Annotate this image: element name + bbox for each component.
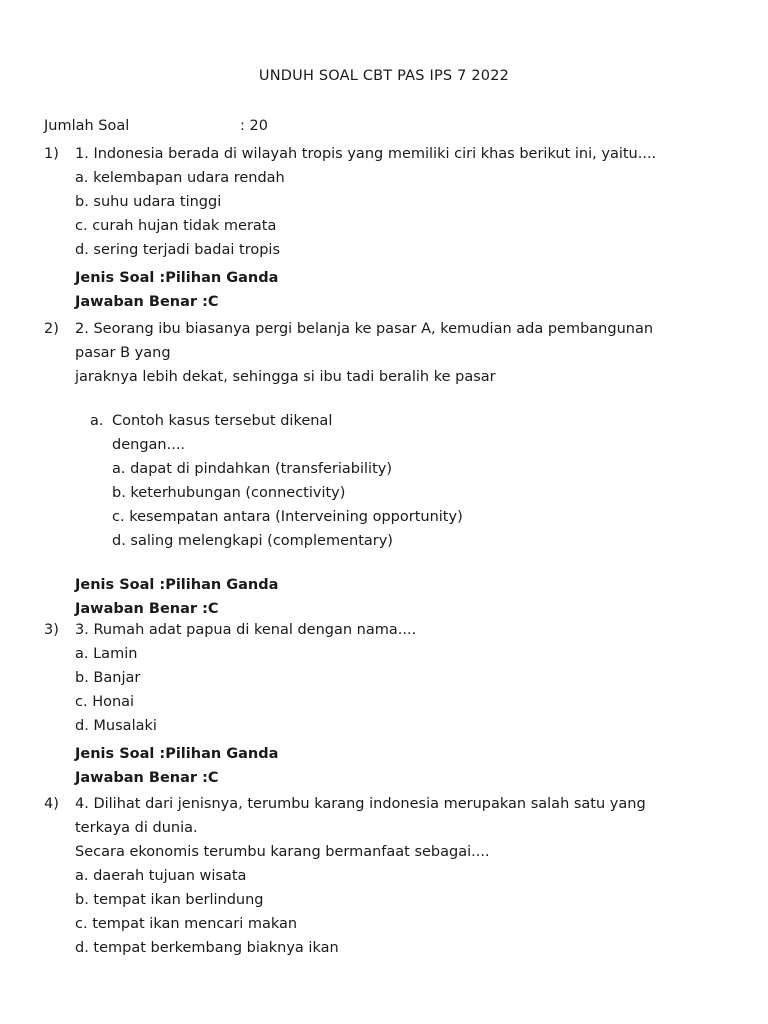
- question-number: 3): [44, 622, 59, 638]
- question-4: [44, 792, 724, 960]
- option-b: b. tempat ikan berlindung: [75, 892, 264, 908]
- question-count-label: Jumlah Soal: [44, 118, 130, 134]
- question-type: Jenis Soal :Pilihan Ganda: [75, 577, 279, 593]
- option-b: b. Banjar: [75, 670, 141, 686]
- option-c: c. kesempatan antara (Interveining opportunity): [112, 509, 463, 525]
- option-d: d. sering terjadi badai tropis: [75, 242, 281, 258]
- sub-question-label: a.: [90, 413, 104, 429]
- sub-question-text: dengan....: [112, 437, 186, 453]
- question-text: 2. Seorang ibu biasanya pergi belanja ke pasar A, kemudian ada pembangunan: [75, 321, 654, 337]
- option-d: d. Musalaki: [75, 718, 157, 734]
- question-text: terkaya di dunia.: [75, 820, 198, 836]
- question-type: Jenis Soal :Pilihan Ganda: [75, 746, 279, 762]
- question-count-row: [44, 116, 268, 136]
- option-a: a. Lamin: [75, 646, 138, 662]
- document-title: UNDUH SOAL CBT PAS IPS 7 2022: [258, 68, 510, 84]
- option-d: d. saling melengkapi (complementary): [112, 533, 393, 549]
- correct-answer: Jawaban Benar :C: [75, 601, 219, 617]
- question-text: 4. Dilihat dari jenisnya, terumbu karang indonesia merupakan salah satu yang: [75, 796, 646, 812]
- question-2: [44, 317, 724, 621]
- option-b: b. keterhubungan (connectivity): [112, 485, 346, 501]
- sub-question-text: Contoh kasus tersebut dikenal: [112, 413, 333, 429]
- correct-answer: Jawaban Benar :C: [75, 294, 219, 310]
- question-3: [44, 618, 724, 790]
- correct-answer: Jawaban Benar :C: [75, 770, 219, 786]
- option-a: a. kelembapan udara rendah: [75, 170, 285, 186]
- question-type: Jenis Soal :Pilihan Ganda: [75, 270, 279, 286]
- question-number: 4): [44, 796, 59, 812]
- question-number: 1): [44, 146, 59, 162]
- question-count-value: : 20: [240, 118, 268, 134]
- question-text: pasar B yang: [75, 345, 171, 361]
- question-text: 3. Rumah adat papua di kenal dengan nama....: [75, 622, 417, 638]
- option-b: b. suhu udara tinggi: [75, 194, 222, 210]
- question-number: 2): [44, 321, 59, 337]
- question-text: Secara ekonomis terumbu karang bermanfaat sebagai....: [75, 844, 490, 860]
- option-c: c. tempat ikan mencari makan: [75, 916, 298, 932]
- question-text: 1. Indonesia berada di wilayah tropis yang memiliki ciri khas berikut ini, yaitu....: [75, 146, 657, 162]
- option-d: d. tempat berkembang biaknya ikan: [75, 940, 339, 956]
- question-1: [44, 142, 724, 314]
- option-c: c. Honai: [75, 694, 135, 710]
- option-a: a. daerah tujuan wisata: [75, 868, 247, 884]
- option-c: c. curah hujan tidak merata: [75, 218, 277, 234]
- sub-question: [90, 409, 724, 553]
- question-text: jaraknya lebih dekat, sehingga si ibu tadi beralih ke pasar: [75, 369, 496, 385]
- option-a: a. dapat di pindahkan (transferiability): [112, 461, 392, 477]
